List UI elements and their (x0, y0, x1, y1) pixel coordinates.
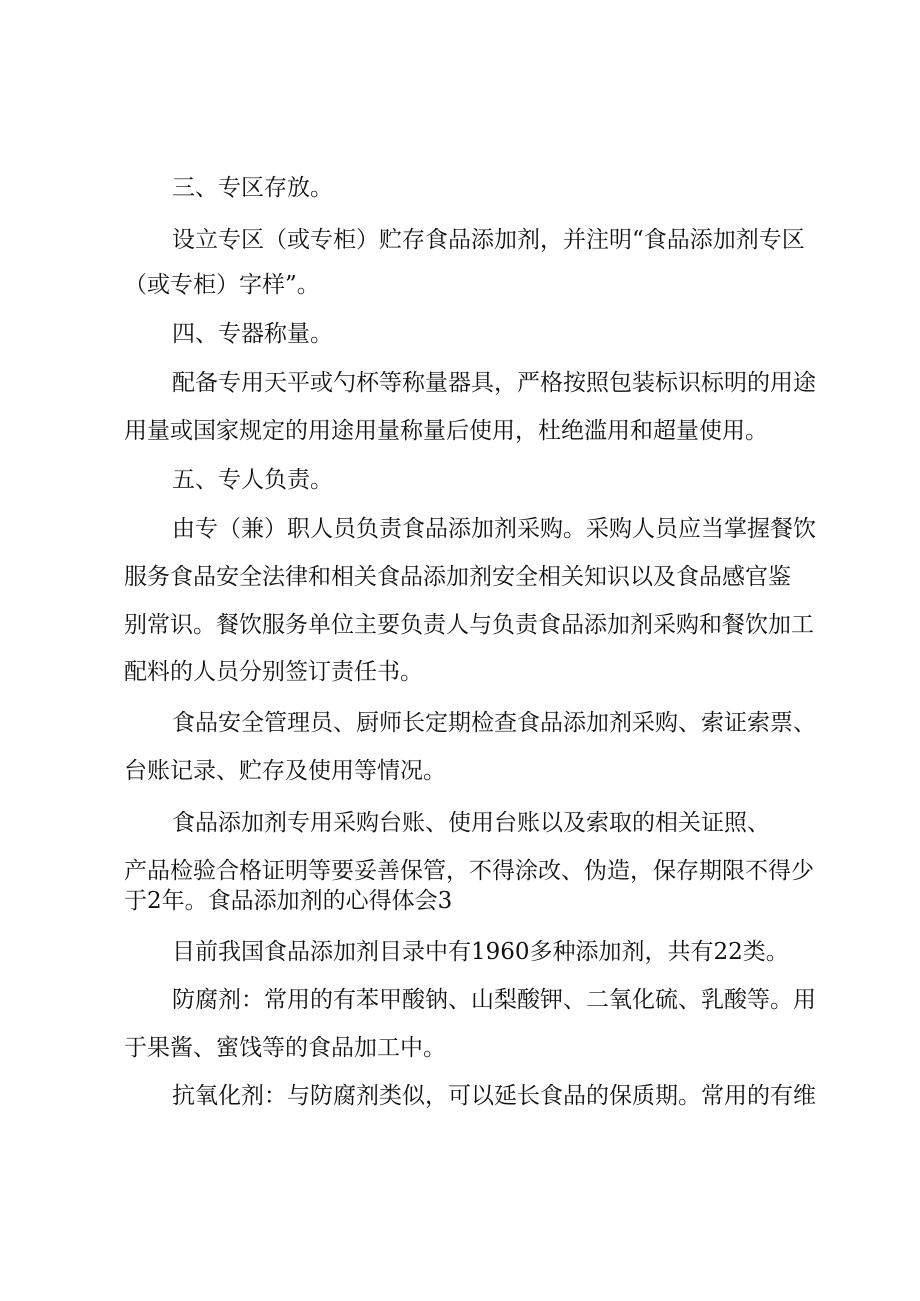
paragraph-line: 目前我国食品添加剂目录中有1960多种添加剂，共有22类。 (172, 939, 789, 965)
paragraph-line: （或专柜）字样”。 (124, 272, 320, 298)
paragraph-line: 由专（兼）职人员负责食品添加剂采购。采购人员应当掌握餐饮 (172, 516, 816, 542)
paragraph-line: 抗氧化剂：与防腐剂类似，可以延长食品的保质期。常用的有维 (172, 1083, 816, 1109)
section-heading-5: 五、专人负责。 (172, 467, 333, 493)
paragraph-line: 于果酱、蜜饯等的食品加工中。 (124, 1035, 446, 1061)
paragraph-line: 别常识。餐饮服务单位主要负责人与负责食品添加剂采购和餐饮加工 (124, 612, 814, 638)
section-heading-4: 四、专器称量。 (172, 321, 333, 347)
paragraph-line: 产品检验合格证明等要妥善保管，不得涂改、伪造，保存期限不得少 (124, 858, 814, 884)
paragraph-line: 食品添加剂专用采购台账、使用台账以及索取的相关证照、 (172, 810, 770, 836)
section-heading-3: 三、专区存放。 (172, 175, 333, 201)
paragraph-line: 用量或国家规定的用途用量称量后使用，杜绝滥用和超量使用。 (124, 418, 768, 444)
paragraph-line: 服务食品安全法律和相关食品添加剂安全相关知识以及食品感官鉴 (124, 564, 791, 590)
paragraph-line: 设立专区（或专柜）贮存食品添加剂，并注明“食品添加剂专区 (172, 227, 805, 253)
paragraph-line: 防腐剂：常用的有苯甲酸钠、山梨酸钾、二氧化硫、乳酸等。用 (172, 987, 816, 1013)
paragraph-line: 台账记录、贮存及使用等情况。 (124, 758, 446, 784)
paragraph-line: 配备专用天平或勺杯等称量器具，严格按照包装标识标明的用途 (172, 370, 816, 396)
paragraph-line: 食品安全管理员、厨师长定期检查食品添加剂采购、索证索票、 (172, 710, 816, 736)
paragraph-line: 配料的人员分别签订责任书。 (124, 659, 423, 685)
paragraph-line: 于2年。食品添加剂的心得体会3 (124, 888, 453, 914)
